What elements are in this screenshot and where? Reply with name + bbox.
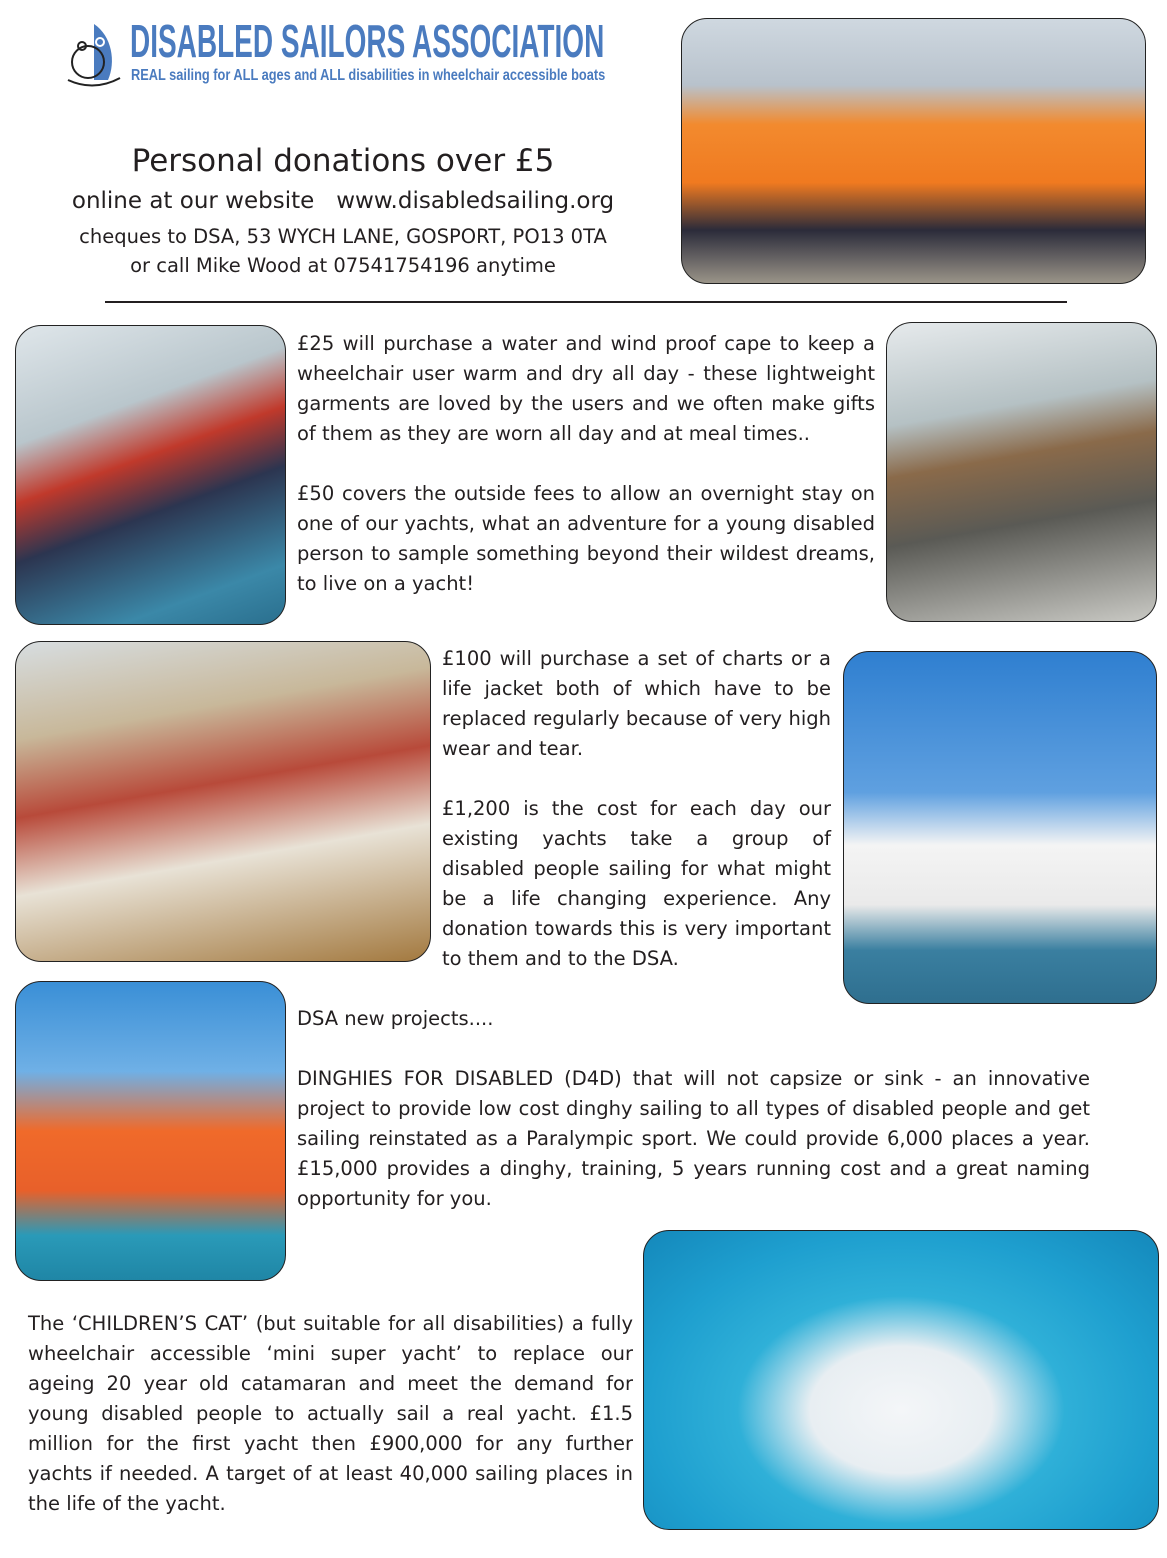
website-line: online at our website www.disabledsailing.org <box>71 188 615 214</box>
text-block-new-projects <box>297 1004 1090 1214</box>
cheques-line: cheques to DSA, 53 WYCH LANE, GOSPORT, PO13 0TA <box>79 225 607 248</box>
paragraph-50: £50 covers the outside fees to allow an overnight stay on one of our yachts, what an adventure for a young disabled person to sample something beyond their wildest dreams, to live on a yacht! <box>297 482 875 595</box>
photo-team-orange-shirts <box>681 18 1146 284</box>
call-line: or call Mike Wood at 07541754196 anytime <box>130 254 556 277</box>
text-block-small-donations <box>297 329 875 599</box>
photo-childrens-cat-render <box>643 1230 1159 1530</box>
photo-orange-sail-dinghy <box>15 981 286 1281</box>
text-block-childrens-cat <box>28 1309 633 1519</box>
paragraph-100: £100 will purchase a set of charts or a life jacket both of which have to be replaced regularly because of very high wear and tear. <box>442 647 831 760</box>
paragraph-d4d: DINGHIES FOR DISABLED (D4D) that will not capsize or sink - an innovative project to provide low cost dinghy sailing to all types of disabled people and get sailing reinstated as a Paralympic sport. We could provide 6,000 places a year. £15,000 provides a dinghy, training, 5 years running cost and a great naming opportunity for you. <box>297 1067 1090 1210</box>
page-title: Personal donations over £5 <box>131 143 555 179</box>
photo-chart-table <box>15 641 431 962</box>
org-name: DISABLED SAILORS ASSOCIATION <box>130 15 605 67</box>
paragraph-25: £25 will purchase a water and wind proof cape to keep a wheelchair user warm and dry all day - these lightweight garments are loved by the users and we often make gifts of them as they are worn all day and at meal times.. <box>297 332 875 445</box>
photo-boy-on-net <box>15 325 286 625</box>
photo-wheelchair-helm <box>886 322 1157 622</box>
divider <box>105 301 1067 303</box>
tagline: REAL sailing for ALL ages and ALL disabilities in wheelchair accessible boats <box>131 67 606 84</box>
text-block-medium-donations <box>442 644 831 974</box>
logo-icon <box>64 22 122 88</box>
paragraph-childrens-cat: The ‘CHILDREN’S CAT’ (but suitable for all disabilities) a fully wheelchair accessible ‘mini super yacht’ to replace our ageing 20 year old catamaran and meet the demand for young disabled people to actually sail a real yacht. £1.5 million for the first yacht then £900,000 for any further yachts if needed. A target of at least 40,000 sailing places in the life of the yacht. <box>28 1312 633 1515</box>
photo-roro-catamaran <box>843 651 1157 1004</box>
projects-heading: DSA new projects.... <box>297 1007 494 1030</box>
paragraph-1200: £1,200 is the cost for each day our existing yachts take a group of disabled people sailing for what might be a life changing experience. Any donation towards this is very important to them and to the DSA. <box>442 797 831 970</box>
